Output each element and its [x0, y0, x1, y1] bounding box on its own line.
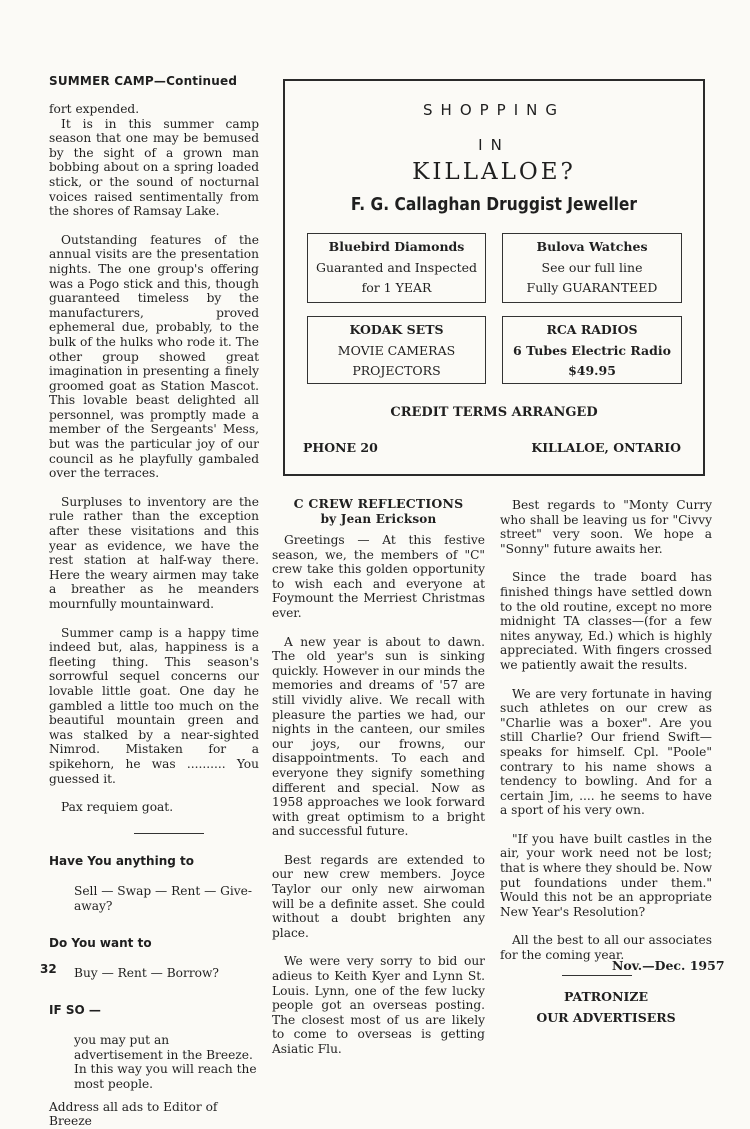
summer-camp-article [49, 102, 259, 1129]
ask-text: you may put an advertisement in the Breeze. In this way you will reach the most people. [74, 1033, 257, 1092]
paragraph: All the best to all our associates for the coming year. [500, 933, 712, 963]
ad-credit-terms: CREDIT TERMS ARRANGED [390, 405, 598, 420]
paragraph: Outstanding features of the annual visits are the presentation nights. The one group's offering was a Pogo stick and this, though guaranteed timeless by the manufacturers, proved ephemeral due, probably, to the bulk of the hulks who rode it. The other group showed great imagination in presenting a finely groomed goat as Station Mascot. This lovable beast delighted all personnel, was promptly made a member of the Sergeants' Mess, but was the particular joy of our council as he playfully gambaled over the terraces. [49, 232, 259, 481]
ad-box-radios [502, 316, 682, 384]
paragraph: Summer camp is a happy time indeed but, alas, happiness is a fleeting thing. This season's sorrowful sequel concerns our lovable little goat. One day he gambled a little too much on the beautiful mountain green and was stalked by a near-sighted Nimrod. Mistaken for a spikehorn, he was .......... You guessed it. [49, 625, 259, 786]
ad-box-title: RCA RADIOS [546, 322, 638, 337]
paragraph: Greetings — At this festive season, we, the members of "C" crew take this golden opportunity to wish each and everyone at Foymount the Merriest Christmas ever. [272, 533, 485, 620]
divider [562, 975, 632, 976]
ad-box-line: Guaranted and Inspected [315, 259, 478, 275]
summer-camp-heading: SUMMER CAMP—Continued [49, 74, 238, 88]
paragraph: Best regards to "Monty Curry who shall be leaving us for "Civvy street" very soon. We hope a "Sonny" future awaits her. [500, 498, 712, 556]
ask-heading-want: Do You want to [49, 935, 152, 950]
ad-box-kodak [307, 316, 486, 384]
ad-box-line: Fully GUARANTEED [526, 280, 658, 295]
ad-in: IN [478, 136, 510, 154]
paragraph: We were very sorry to bid our adieus to Keith Kyer and Lynn St. Louis. Lynn, one of the few lucky people got an overseas posting. The closest most of us are likely to come to overseas is getting Asiatic Flu. [272, 954, 485, 1056]
paragraph: A new year is about to dawn. The old year's sun is sinking quickly. However in our minds the memories and dreams of '57 are still vividly alive. We recall with pleasure the parties we had, our nights in the canteen, our smiles our joys, our frowns, our disappointments. To each and everyone they signify something different and special. Now as 1958 approaches we look forward with great optimism to a bright and successful future. [272, 634, 485, 839]
c-crew-title: C CREW REFLECTIONS [293, 496, 464, 511]
paragraph: We are very fortunate in having such athletes on our crew as "Charlie was a boxer". Are you still Charlie? Our friend Swift—speaks for himself. Cpl. "Poole" contrary to his name shows a tendency to bowling. And for a certain Jim, .... he seems to have a sport of his very own. [500, 686, 712, 818]
paragraph: It is in this summer camp season that one may be bemused by the sight of a grown man bobbing about on a spring loaded stick, or the sound of nocturnal voices raised sentimentally from the shores of Ramsay Lake. [49, 116, 259, 219]
paragraph: Since the trade board has finished things have settled down to the old routine, except no more midnight TA classes—(for a few nites anyway, Ed.) which is highly appreciated. With fingers crossed we patiently await the results. [500, 570, 712, 672]
ad-box-title: KODAK SETS [349, 322, 444, 337]
ad-box-line: for 1 YEAR [361, 280, 432, 295]
divider [134, 833, 204, 834]
ad-location: KILLALOE, ONTARIO [531, 440, 681, 455]
address-line: Address all ads to Editor of Breeze [49, 1099, 218, 1129]
ask-items: Sell — Swap — Rent — Give-away? [74, 884, 252, 913]
ad-box-line: MOVIE CAMERAS [337, 342, 456, 358]
ask-heading-ifso: IF SO — [49, 1002, 101, 1017]
issue-date: Nov.—Dec. 1957 [612, 958, 725, 973]
ad-box-line: PROJECTORS [352, 363, 441, 378]
paragraph: Surpluses to inventory are the rule rather than the exception after these visitations and this year as evidence, we have the rest station at half-way there. Here the weary airmen may take a breather as he meanders mournfully mountainward. [49, 494, 259, 611]
ad-box-title: Bulova Watches [536, 239, 648, 254]
ask-heading-have: Have You anything to [49, 853, 194, 868]
ad-box-watches [502, 233, 682, 303]
page-number: 32 [40, 962, 57, 976]
killaloe-advertisement [283, 79, 705, 476]
ad-phone: PHONE 20 [303, 440, 378, 455]
ad-box-line: See our full line [541, 259, 643, 275]
ad-box-line: $49.95 [568, 363, 616, 378]
ad-killaloe: KILLALOE? [412, 159, 576, 185]
paragraph: fort expended. [49, 102, 140, 116]
paragraph: Pax requiem goat. [61, 800, 174, 815]
c-crew-article [272, 533, 485, 1071]
paragraph: Best regards are extended to our new crew members. Joyce Taylor our only new airwoman will be a definite asset. She could without a doubt brighten any place. [272, 852, 485, 940]
ad-shopping: SHOPPING [423, 101, 565, 119]
c-crew-article-continued [500, 498, 712, 1026]
patronize-line: PATRONIZE [563, 988, 648, 1004]
paragraph: "If you have built castles in the air, your work need not be lost; that is where they should be. Now put foundations under them." Would this not be an appropriate New Year's Resolution? [500, 831, 712, 919]
ad-box-diamonds [307, 233, 486, 303]
ad-box-line: 6 Tubes Electric Radio [513, 342, 671, 358]
advertisers-line: OUR ADVERTISERS [536, 1010, 676, 1026]
ad-merchant: F. G. Callaghan Druggist Jeweller [350, 194, 638, 215]
ask-items: Buy — Rent — Borrow? [74, 966, 219, 981]
ad-box-title: Bluebird Diamonds [328, 239, 465, 254]
c-crew-byline: by Jean Erickson [320, 512, 437, 526]
